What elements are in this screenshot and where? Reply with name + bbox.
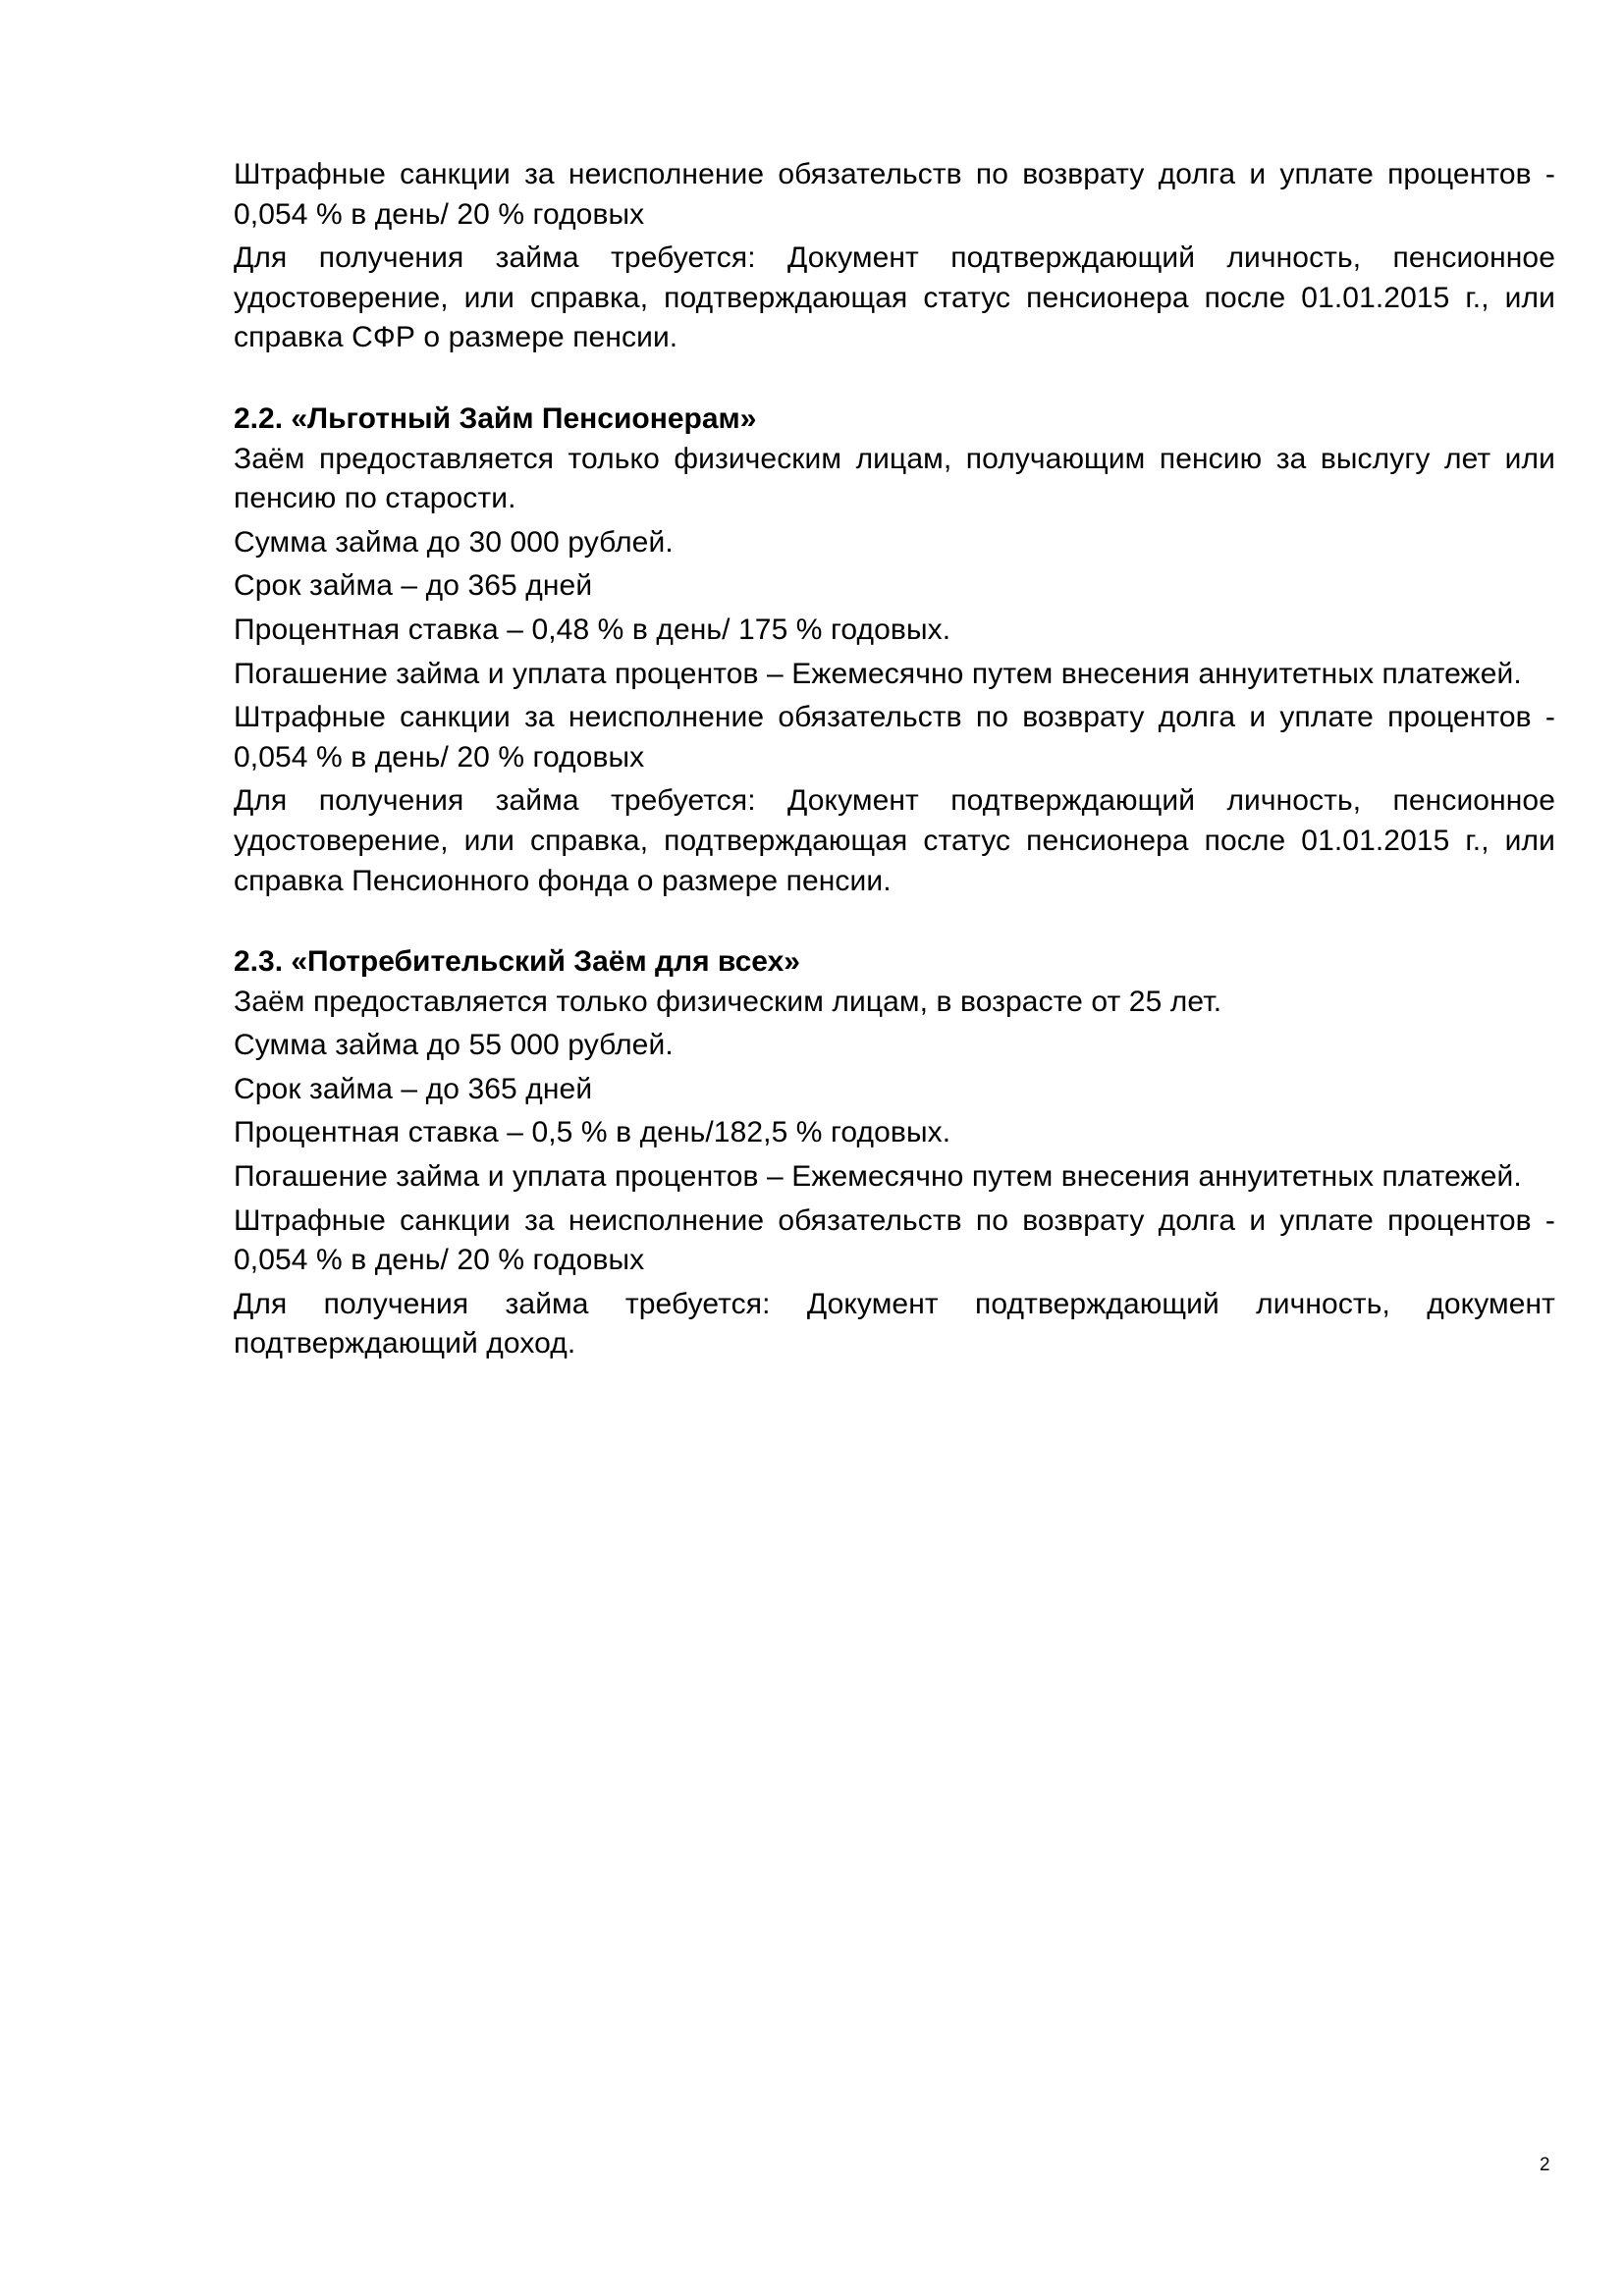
section-2-3-repayment: Погашение займа и уплата процентов – Ежемесячно путем внесения аннуитетных платежей.: [234, 1160, 1522, 1194]
section-2-2-rate: Процентная ставка – 0,48 % в день/ 175 % годовых.: [234, 613, 951, 646]
section-2-3-rate: Процентная ставка – 0,5 % в день/182,5 % годовых.: [234, 1116, 951, 1149]
section-2-3-penalty: Штрафные санкции за неисполнение обязательств по возврату долга и уплате процентов - 0,054 % в день/ 20 % годовых: [234, 1203, 1555, 1277]
page-number: 2: [1540, 2155, 1550, 2175]
section-spacer: [234, 905, 1555, 942]
section-spacer: [234, 362, 1555, 400]
section-2-2-penalty: Штрафные санкции за неисполнение обязательств по возврату долга и уплате процентов - 0,054 % в день/ 20 % годовых: [234, 701, 1555, 774]
section-2-3-term: Срок займа – до 365 дней: [234, 1072, 593, 1105]
section-2-3-eligibility: Заём предоставляется только физическим лицам, в возрасте от 25 лет.: [234, 985, 1222, 1018]
intro-penalty-paragraph: Штрафные санкции за неисполнение обязательств по возврату долга и уплате процентов - 0,054 % в день/ 20 % годовых: [234, 158, 1555, 231]
intro-requirements-paragraph: Для получения займа требуется: Документ подтверждающий личность, пенсионное удостоверение, или справка, подтверждающая статус пенсионера после 01.01.2015 г., или справка СФР о размере пенсии.: [234, 241, 1555, 354]
section-2-2-heading: 2.2. «Льготный Займ Пенсионерам»: [234, 401, 757, 435]
section-2-2-eligibility: Заём предоставляется только физическим лицам, получающим пенсию за выслугу лет или пенсию по старости.: [234, 442, 1555, 515]
document-page: [234, 155, 1555, 1368]
section-2-3-amount: Сумма займа до 55 000 рублей.: [234, 1029, 674, 1062]
section-2-2-amount: Сумма займа до 30 000 рублей.: [234, 525, 674, 559]
section-2-3-requirements: Для получения займа требуется: Документ подтверждающий личность, документ подтверждающий доход.: [234, 1287, 1555, 1361]
section-2-2-term: Срок займа – до 365 дней: [234, 569, 593, 603]
section-2-3-heading: 2.3. «Потребительский Заём для всех»: [234, 945, 800, 979]
section-2-2-requirements: Для получения займа требуется: Документ подтверждающий личность, пенсионное удостоверение, или справка, подтверждающая статус пенсионера после 01.01.2015 г., или справка Пенсионного фонда о размере пенсии.: [234, 784, 1555, 897]
section-2-2-repayment: Погашение займа и уплата процентов – Ежемесячно путем внесения аннуитетных платежей.: [234, 657, 1522, 690]
